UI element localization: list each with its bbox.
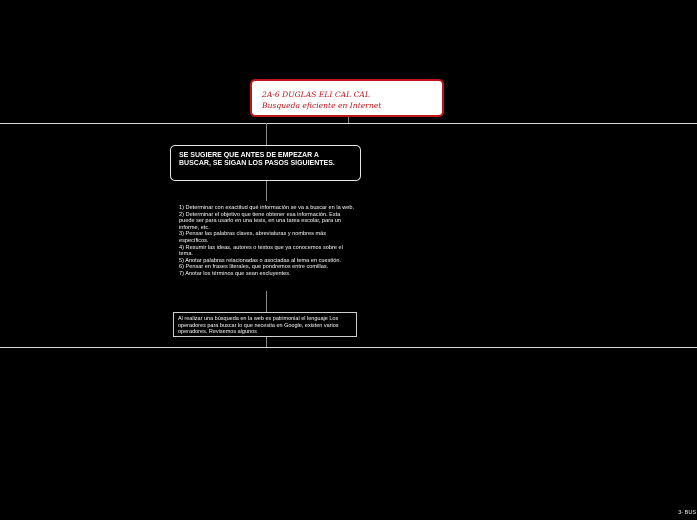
steps-title-text: SE SUGIERE QUE ANTES DE EMPEZAR A BUSCAR, SE SIGAN LOS PASOS SIGUIENTES. <box>179 152 335 168</box>
corner-label: 3- BUS <box>678 510 696 516</box>
connector-steps-to-operators <box>266 291 267 312</box>
root-topic-title: Busqueda eficiente en Internet <box>262 101 382 110</box>
connector-operators-down <box>266 337 267 347</box>
step-item: 6) Pensar en frases literales, que pondremos entre comillas. <box>179 264 329 271</box>
separator-line-top <box>0 123 697 124</box>
operators-node[interactable] <box>173 312 357 337</box>
connector-root <box>348 117 349 123</box>
steps-title-node[interactable] <box>170 145 361 181</box>
operators-text: Al realizar una búsqueda en la web es patrimonial el lenguaje Los operadores para buscar lo que necesita en Google, existen varios operadores. Revisemos algunos <box>178 316 339 335</box>
step-item: 3) Pensar las palabras claves, abreviaturas y nombres más específicos. <box>179 231 327 244</box>
root-topic-node[interactable] <box>250 79 444 117</box>
connector-steps-title-to-steps <box>266 181 267 201</box>
step-item: 2) Determinar el objetivo que tiene obtener esa información. Esta puede ser para usarlo en una tesis, en una tarea escolar, para un informe, etc. <box>179 211 342 231</box>
step-item: 4) Resumir las ideas, autores o textos que ya conocemos sobre el tema. <box>179 244 343 258</box>
step-item: 5) Anotar palabras relacionadas o asociadas al tema en cuestión. <box>179 257 342 264</box>
step-item: 7) Anotar los términos que sean excluyentes. <box>179 270 291 277</box>
steps-list-node[interactable] <box>179 205 357 278</box>
root-topic-author: 2A-6 DUGLAS ELI CAL CAL <box>262 90 370 99</box>
connector-root-to-steps-title <box>266 123 267 145</box>
separator-line-bottom <box>0 347 697 348</box>
step-item: 1) Determinar con exactitud qué información se va a buscar en la web. <box>179 205 355 211</box>
